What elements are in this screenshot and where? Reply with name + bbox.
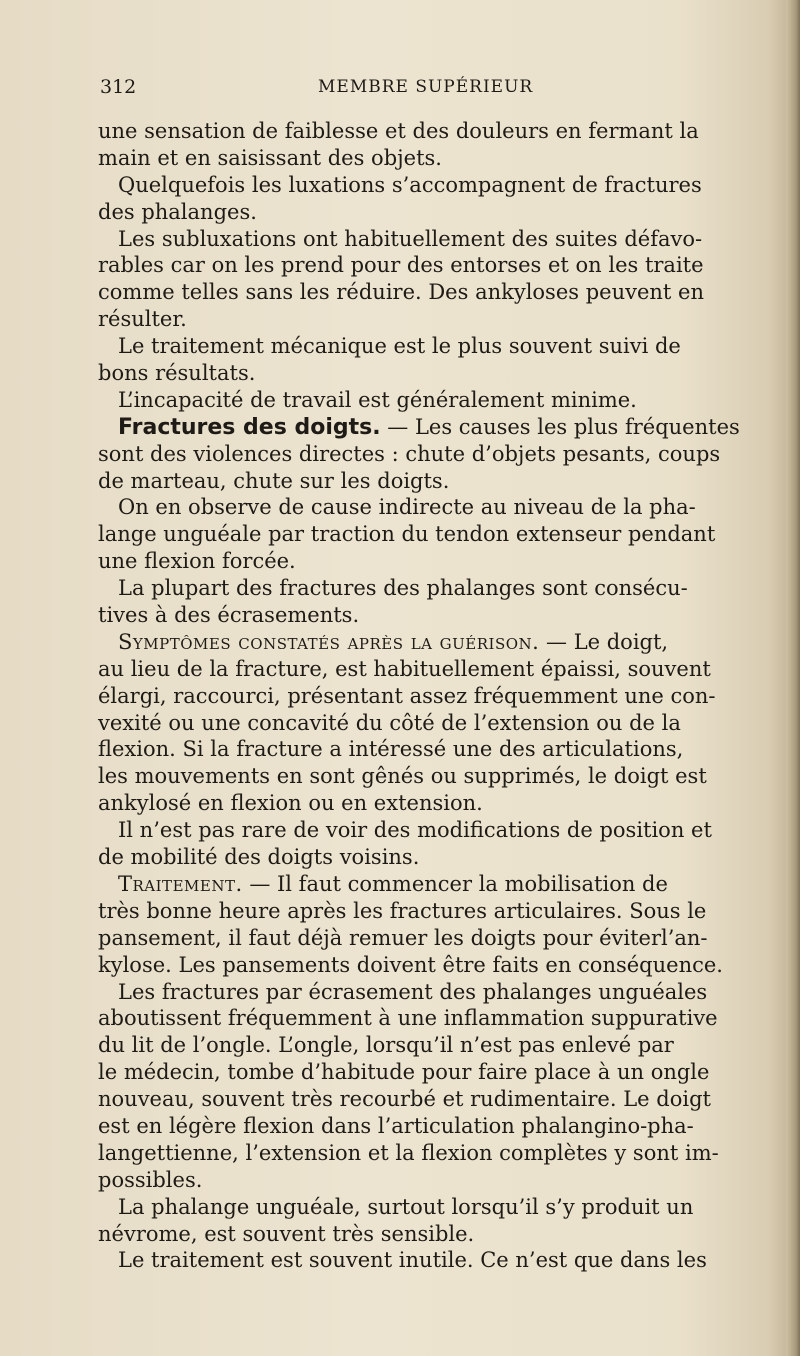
text-run: Les subluxations ont habituellement des suites défavo- (118, 226, 703, 251)
text-line (98, 1194, 758, 1221)
text-line (98, 1247, 758, 1274)
text-run: bons résultats. (98, 361, 256, 386)
body-text (98, 118, 758, 1274)
text-run: névrome, est souvent très sensible. (98, 1221, 475, 1246)
text-line (98, 763, 758, 790)
text-line (98, 252, 758, 279)
text-line (98, 898, 758, 925)
text-line (98, 1140, 758, 1167)
text-run: une sensation de faiblesse et des douleurs en fermant la (98, 119, 699, 143)
text-run: On en observe de cause indirecte au niveau de la pha- (118, 495, 696, 520)
text-line (98, 602, 758, 629)
text-run: possibles. (98, 1167, 203, 1192)
text-run: La plupart des fractures des phalanges sont consécu- (118, 576, 688, 601)
text-run: La phalange unguéale, surtout lorsqu’il s’y produit un (118, 1194, 694, 1219)
text-line (98, 521, 758, 548)
text-run: les mouvements en sont gênés ou supprimés, le doigt est (98, 764, 707, 789)
text-line (98, 817, 758, 844)
text-run: L’incapacité de travail est généralement minime. (118, 387, 637, 412)
text-run: de mobilité des doigts voisins. (98, 845, 420, 870)
text-run: Le traitement mécanique est le plus souvent suivi de (118, 334, 681, 359)
page-header (100, 76, 755, 104)
text-run: sont des violences directes : chute d’objets pesants, coups (98, 441, 721, 466)
page-edge (786, 0, 800, 1356)
text-run: vexité ou une concavité du côté de l’extension ou de la (98, 710, 681, 735)
text-run: — Il faut commencer la mobilisation de (242, 871, 668, 896)
text-line (98, 871, 758, 898)
text-line (98, 1032, 758, 1059)
text-run: langettienne, l’extension et la flexion complètes y sont im- (98, 1140, 719, 1165)
text-line (98, 333, 758, 360)
text-run: des phalanges. (98, 199, 257, 224)
text-run: rables car on les prend pour des entorses et on les traite (98, 253, 704, 278)
text-line (98, 494, 758, 521)
text-line (98, 1086, 758, 1113)
text-line (98, 172, 758, 199)
text-run: aboutissent fréquemment à une inflammation suppurative (98, 1006, 718, 1031)
subsection-heading: Traitement. (118, 871, 243, 896)
text-run: — Les causes les plus fréquentes (380, 414, 740, 439)
text-line (98, 199, 758, 226)
text-run: Quelquefois les luxations s’accompagnent de fractures (118, 172, 702, 197)
text-line (98, 414, 758, 441)
text-line (98, 683, 758, 710)
text-line (98, 952, 758, 979)
text-run: du lit de l’ongle. L’ongle, lorsqu’il n’est pas enlevé par (98, 1033, 674, 1058)
text-line (98, 656, 758, 683)
text-run: flexion. Si la fracture a intéressé une des articulations, (98, 737, 684, 762)
text-run: Les fractures par écrasement des phalanges unguéales (118, 979, 708, 1004)
text-run: Le traitement est souvent inutile. Ce n’est que dans les (118, 1248, 707, 1273)
text-line (98, 468, 758, 495)
text-line (98, 279, 758, 306)
text-run: comme telles sans les réduire. Des ankyloses peuvent en (98, 280, 704, 305)
text-line (98, 1005, 758, 1032)
text-run: kylose. Les pansements doivent être faits en conséquence. (98, 952, 723, 977)
text-line (98, 575, 758, 602)
text-run: au lieu de la fracture, est habituellement épaissi, souvent (98, 656, 711, 681)
text-run: est en légère flexion dans l’articulation phalangino-pha- (98, 1113, 694, 1138)
text-line (98, 790, 758, 817)
text-run: élargi, raccourci, présentant assez fréquemment une con- (98, 683, 716, 708)
text-line (98, 360, 758, 387)
text-run: — Le doigt, (539, 629, 669, 654)
text-line (98, 925, 758, 952)
text-run: main et en saisissant des objets. (98, 145, 442, 170)
text-line (98, 1167, 758, 1194)
text-line (98, 1221, 758, 1248)
text-line (98, 979, 758, 1006)
text-run: pansement, il faut déjà remuer les doigts pour éviterl’an- (98, 925, 708, 950)
text-line (98, 1113, 758, 1140)
text-run: très bonne heure après les fractures articulaires. Sous le (98, 898, 707, 923)
running-title: MEMBRE SUPÉRIEUR (318, 77, 534, 97)
text-run: nouveau, souvent très recourbé et rudimentaire. Le doigt (98, 1087, 711, 1112)
text-line (98, 226, 758, 253)
text-run: tives à des écrasements. (98, 603, 360, 628)
text-line (98, 629, 758, 656)
subsection-heading: Symptômes constatés après la guérison. (118, 629, 540, 654)
text-run: de marteau, chute sur les doigts. (98, 468, 450, 493)
text-run: résulter. (98, 307, 187, 332)
text-line (98, 1059, 758, 1086)
text-line (98, 736, 758, 763)
text-run: lange unguéale par traction du tendon extenseur pendant (98, 522, 716, 547)
text-line (98, 145, 758, 172)
section-heading: Fractures des doigts. (118, 414, 381, 440)
text-run: Il n’est pas rare de voir des modifications de position et (118, 818, 712, 843)
text-line (98, 306, 758, 333)
text-run: le médecin, tombe d’habitude pour faire place à un ongle (98, 1060, 710, 1085)
text-line (98, 118, 758, 145)
text-run: ankylosé en flexion ou en extension. (98, 791, 483, 816)
text-run: une flexion forcée. (98, 549, 296, 574)
text-line (98, 710, 758, 737)
page-number: 312 (100, 76, 137, 98)
text-line (98, 548, 758, 575)
text-line (98, 387, 758, 414)
text-line (98, 441, 758, 468)
text-line (98, 844, 758, 871)
